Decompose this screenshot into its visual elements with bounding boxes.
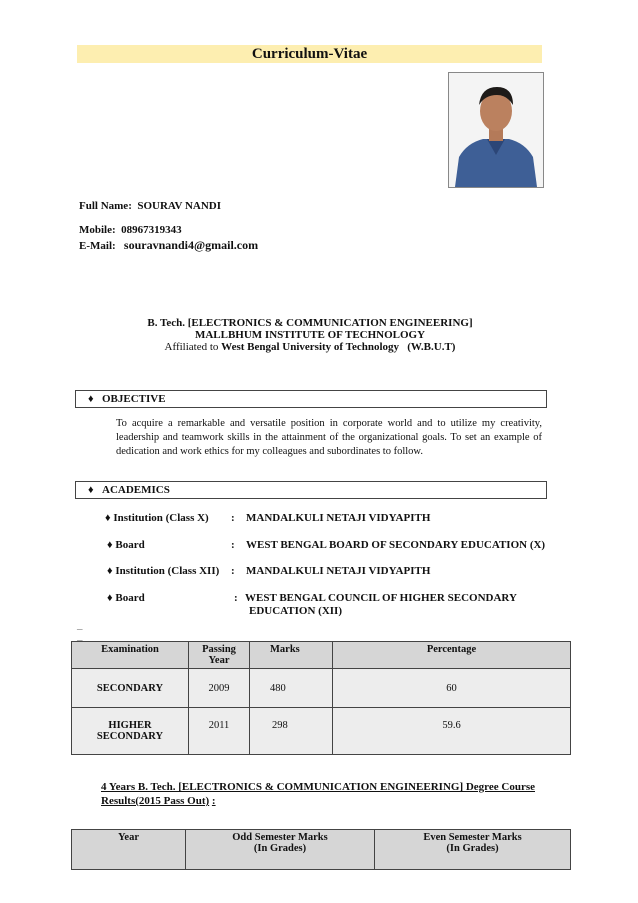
- table-row: [72, 708, 571, 755]
- btech-results-subheading: [101, 795, 216, 807]
- table-header-cell: Marks: [250, 642, 333, 669]
- academic-item-label: Institution (Class X): [113, 512, 209, 524]
- table-cell: HIGHER SECONDARY: [72, 708, 189, 755]
- academic-item-label: Board: [115, 592, 145, 604]
- document-title: Curriculum-Vitae: [77, 45, 542, 63]
- email-label: E-Mail:: [79, 240, 116, 252]
- email-line: [79, 238, 258, 253]
- academic-item: [107, 539, 145, 551]
- academics-heading-box: [75, 481, 547, 499]
- objective-text: To acquire a remarkable and versatile position in corporate world and to utilize my creativity, leadership and teamwork skills in the attainment of the organizational goals. To set an example of dedication and work ethics for my colleagues and subordinates to follow.: [116, 418, 542, 457]
- affiliation-line: [100, 341, 520, 353]
- table-header-cell: Passing Year: [189, 642, 250, 669]
- table-cell: 60: [333, 669, 571, 708]
- diamond-bullet-icon: ♦: [107, 539, 113, 551]
- table-header-row: [72, 642, 571, 669]
- stray-dash: _: [77, 630, 83, 642]
- academic-item: [107, 592, 145, 604]
- academic-item-separator: :: [234, 592, 238, 604]
- full-name-value: SOURAV NANDI: [137, 200, 221, 212]
- header-line: Even Semester Marks: [423, 832, 522, 843]
- academic-item-separator: :: [231, 512, 235, 524]
- academic-item-separator: :: [231, 539, 235, 551]
- academic-item-value: MANDALKULI NETAJI VIDYAPITH: [246, 512, 431, 524]
- email-value: souravnandi4@gmail.com: [123, 238, 259, 252]
- header-line: (In Grades): [253, 843, 307, 854]
- diamond-bullet-icon: ♦: [88, 393, 94, 405]
- table-header-cell: Percentage: [333, 642, 571, 669]
- btech-results-colon: :: [211, 795, 216, 807]
- academic-item-label: Board: [115, 539, 145, 551]
- table-header-cell: [186, 830, 375, 870]
- person-photo-icon: [449, 73, 543, 187]
- objective-heading-box: [75, 390, 547, 408]
- academic-item-separator: :: [231, 565, 235, 577]
- stray-dash: _: [77, 619, 83, 631]
- academic-item: [105, 512, 209, 524]
- full-name-label: Full Name:: [79, 200, 132, 212]
- academic-item-label: Institution (Class XII): [115, 565, 220, 577]
- table-cell: 298: [250, 708, 333, 755]
- table-cell: 59.6: [333, 708, 571, 755]
- full-name-line: [79, 200, 221, 212]
- table-cell: 2011: [189, 708, 250, 755]
- diamond-bullet-icon: ♦: [105, 512, 111, 524]
- affiliation-abbr: (W.B.U.T): [407, 341, 456, 353]
- diamond-bullet-icon: ♦: [107, 565, 113, 577]
- academic-item: [107, 565, 219, 577]
- profile-photo: [448, 72, 544, 188]
- table-header-cell: Examination: [72, 642, 189, 669]
- academic-item-value: WEST BENGAL COUNCIL OF HIGHER SECONDARY: [245, 592, 517, 604]
- mobile-value: 08967319343: [121, 224, 182, 236]
- header-line: (In Grades): [446, 843, 499, 854]
- affiliation-prefix: Affiliated to: [164, 341, 219, 353]
- affiliation-university: West Bengal University of Technology: [221, 341, 400, 353]
- academic-item-value: WEST BENGAL BOARD OF SECONDARY EDUCATION (X): [246, 539, 546, 551]
- table-cell: 2009: [189, 669, 250, 708]
- academic-item-value-cont: EDUCATION (XII): [249, 605, 342, 617]
- btech-results-heading: 4 Years B. Tech. [ELECTRONICS & COMMUNICATION ENGINEERING] Degree Course: [101, 781, 535, 793]
- diamond-bullet-icon: ♦: [88, 484, 94, 496]
- institute-name: MALLBHUM INSTITUTE OF TECHNOLOGY: [194, 329, 426, 341]
- table-cell: 480: [250, 669, 333, 708]
- mobile-line: [79, 224, 182, 236]
- degree-line: B. Tech. [ELECTRONICS & COMMUNICATION ENGINEERING]: [147, 317, 473, 329]
- diamond-bullet-icon: ♦: [107, 592, 113, 604]
- academics-heading: ACADEMICS: [102, 484, 170, 496]
- header-line: Odd Semester Marks: [232, 832, 328, 843]
- table-row: [72, 669, 571, 708]
- btech-results-table: [71, 829, 571, 870]
- header-line: Year: [118, 832, 139, 843]
- objective-heading: OBJECTIVE: [102, 393, 166, 405]
- btech-results-subheading-text: Results(2015 Pass Out): [101, 795, 210, 807]
- table-header-cell: [375, 830, 571, 870]
- academic-item-value: MANDALKULI NETAJI VIDYAPITH: [246, 565, 431, 577]
- table-header-cell: [72, 830, 186, 870]
- exam-results-table: [71, 641, 571, 755]
- mobile-label: Mobile:: [79, 224, 116, 236]
- table-header-row: [72, 830, 571, 870]
- table-cell: SECONDARY: [72, 669, 189, 708]
